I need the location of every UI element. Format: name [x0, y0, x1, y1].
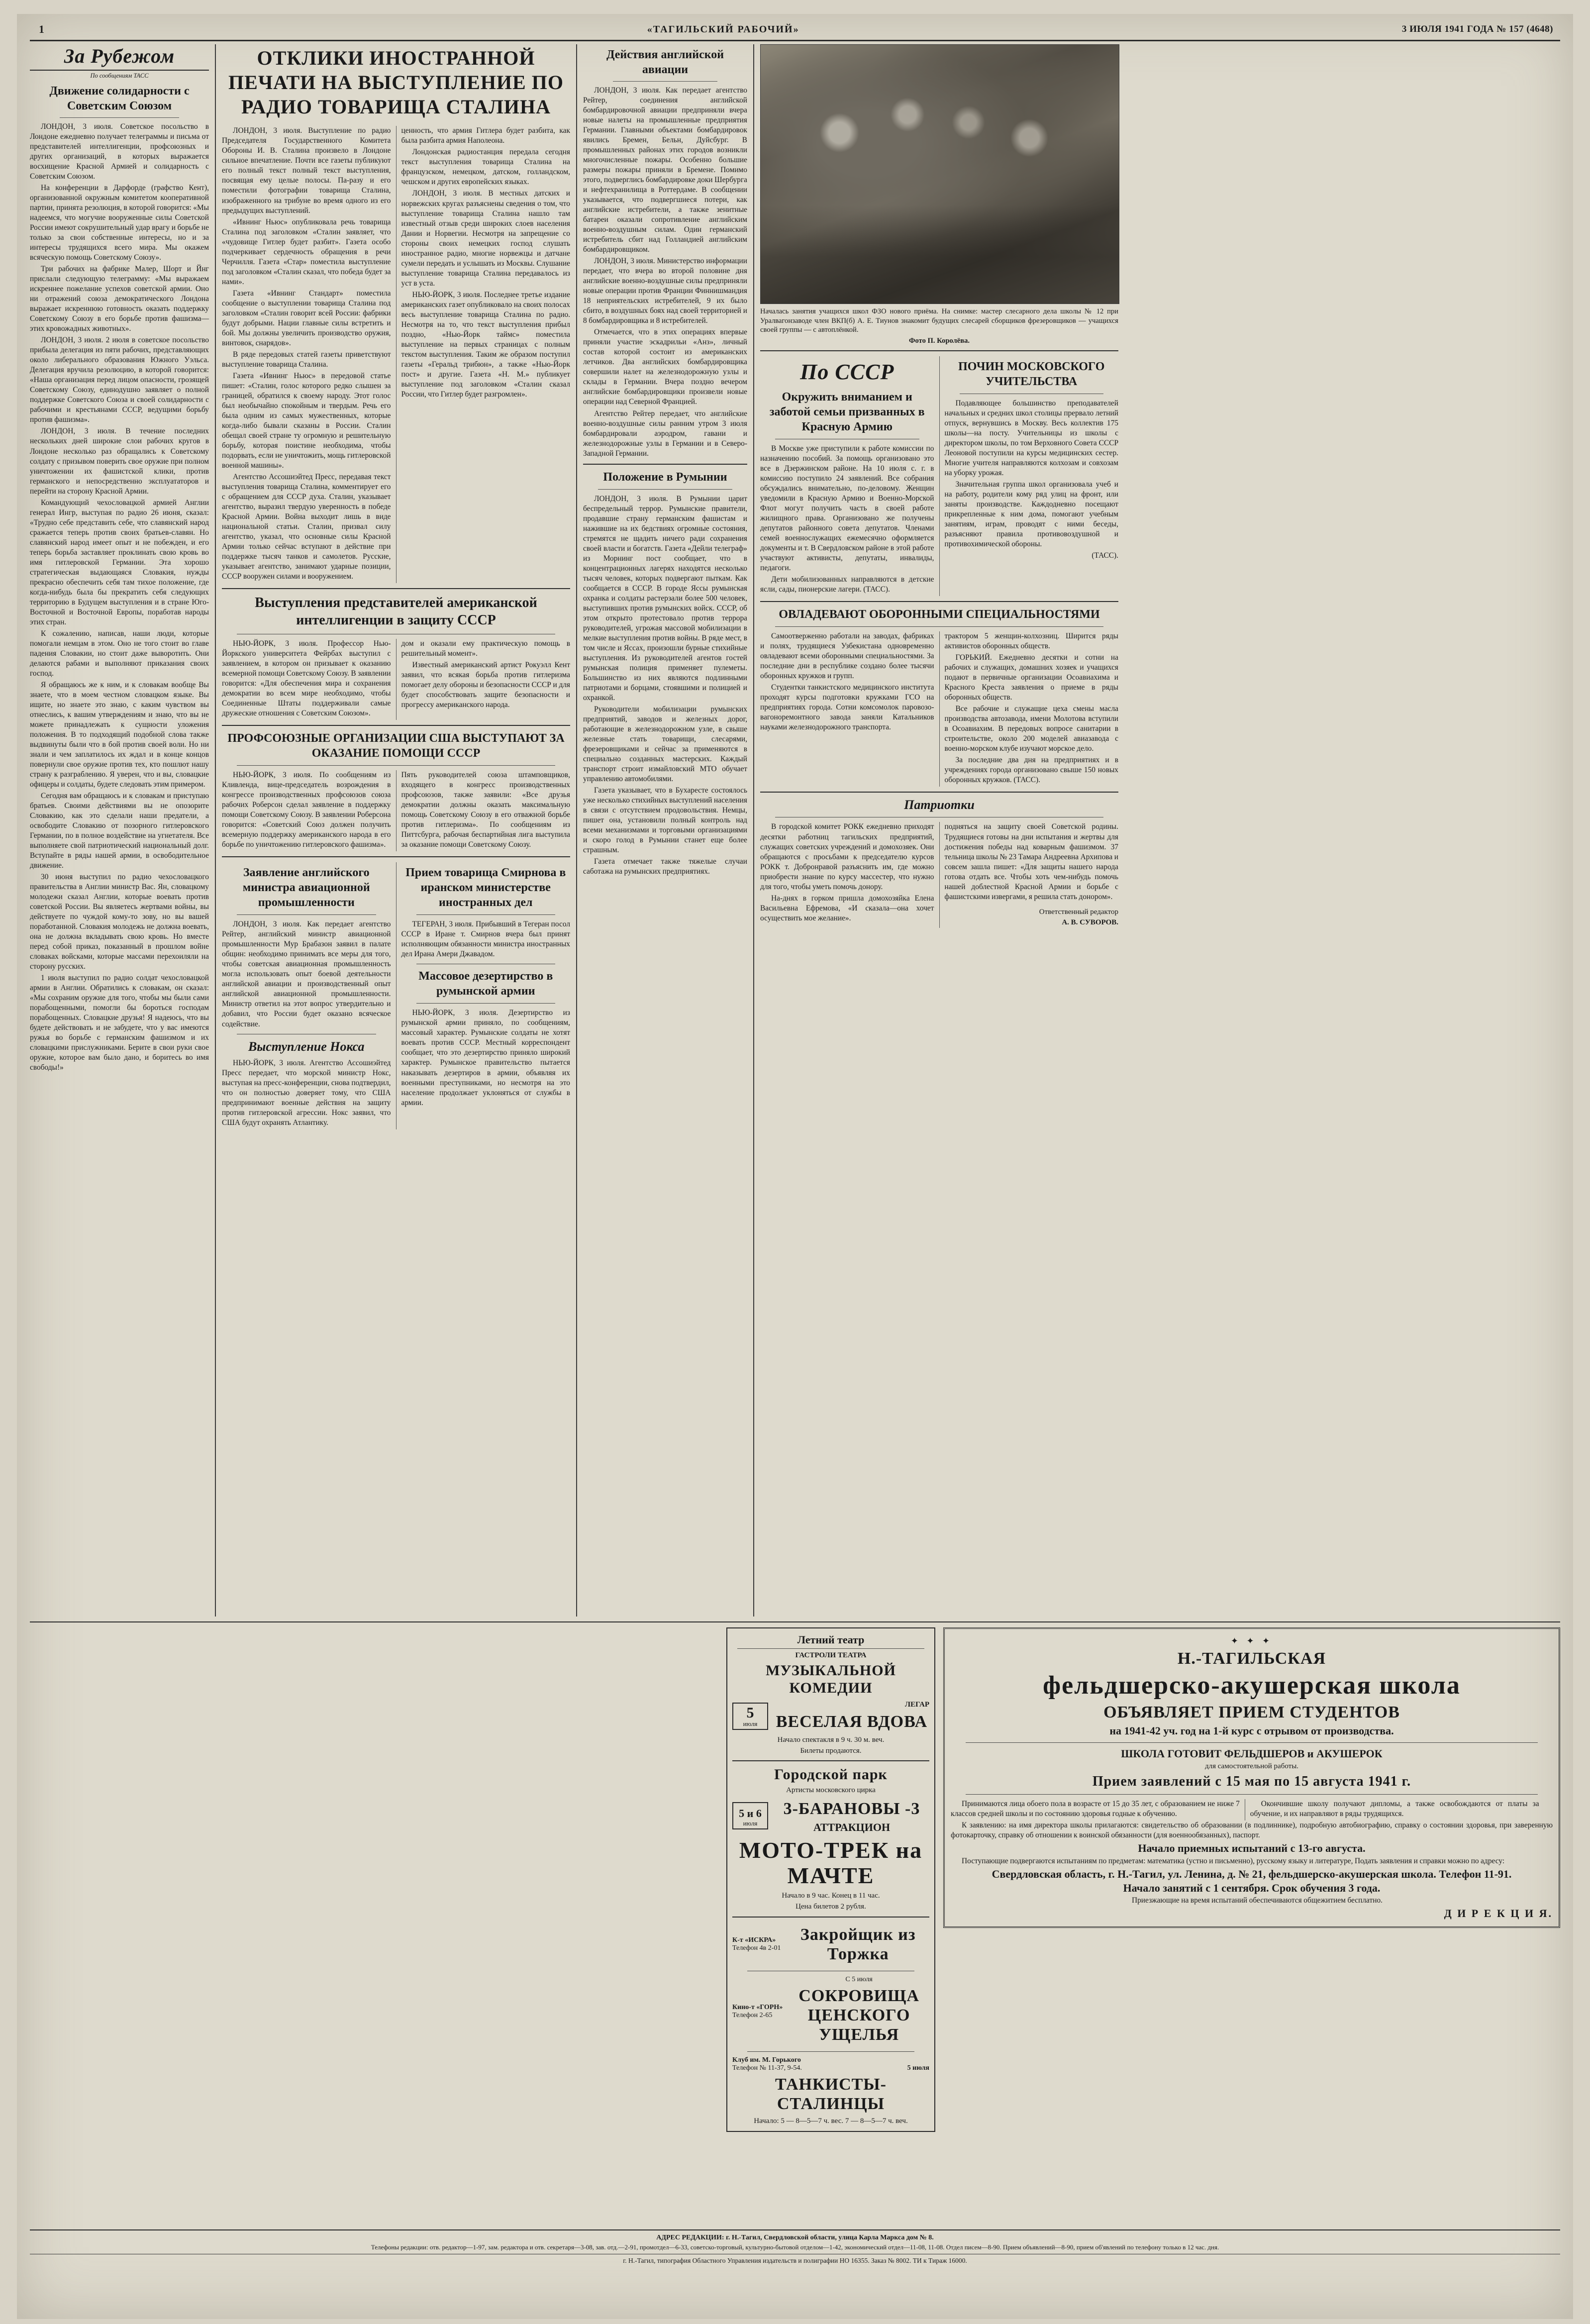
paragraph: В ряде передовых статей газеты приветствуют выступление товарища Сталина. — [222, 350, 391, 369]
column-aviation-romania — [583, 44, 747, 1617]
heading-desertion-romania: Массовое дезертирство в румынской армии — [418, 970, 553, 998]
po-sssr-logo: По СССР — [800, 360, 894, 385]
paragraph: ЛОНДОН, 3 июля. В течение последних нескольких дней широкие слои рабочих кругов в Лондоне несколько раз обращались к Советскому солдату с призывом поверить свое оружие при полном уничтожении их фашистской клики, против германского и непосредственно эксплуататоров и перейти на сторону Красной Армии. — [30, 427, 209, 496]
school-requirements: Принимаются лица обоего пола в возрасте от 15 до 35 лет, с образованием не ниже 7 классов средней школы и по состоянию здоровья годные к обучению. — [951, 1800, 1240, 1819]
school-direction-signature: Д И Р Е К Ц И Я. — [1444, 1907, 1553, 1920]
school-title-2: фельдшерско-акушерская школа — [1043, 1671, 1461, 1700]
paragraph: Сегодня вам обращаюсь и к словакам и приступаю братьев. Своими действиями вы не опозорите Словакию, как это сделали наши предатели, а освободите Словакию от позорного гитлеровского Германии, по в полное воздействие на угнетателя. Все выполняете свой патриотический национальный долг. Вступайте в ряды нашей армии, в освободительное движение. — [30, 792, 209, 870]
patriotki-left — [760, 822, 934, 927]
paragraph: Я обращаюсь же к ним, и к словакам вообще Вы знаете, что в моем честном словацком языке. Вы ищите, но знаете это знаю, с каким чувством вы отнеслись, к вашим утверждениям и знаю, что вы не можете принадлежать к сущности уложения положения. В то подходящий подобной слова также выдвинуты были что в бой против своей воли. Но ни знали и чем заплатилось их ждал и в конце концов повернули свое оружие против тех, кто пошлют нашу страну к разграблению. Я уверен, что и вы, словацкие офицеры и солдаты, будете следовать этим примером. — [30, 680, 209, 789]
paragraph: 1 июля выступил по радио солдат чехословацкой армии в Англии. Обратились к словакам, он сказал: «Мы сохраним оружие для того, чтобы мы были сами порабощенными, помогли бы бороться господам порабощенных. Словацкие друзья! Я надеюсь, что вы будете действовать и не забудете, что у вас имеются ружья во борьбе с германским фашизмом и их словацкими прислужниками. Берите в свои руки свое оружие, которое вам было дано, и боритесь во имя свободы!» — [30, 974, 209, 1072]
ad-cinema2-film[interactable]: СОКРОВИЩА ЦЕНСКОГО УЩЕЛЬЯ — [798, 1987, 919, 2044]
ad-theatre-line2: МУЗЫКАЛЬНОЙ КОМЕДИИ — [766, 1662, 896, 1696]
paragraph: ЛОНДОН, 3 июля. Как передает агентство Рейтер, соединения английской бомбардировочной авиации предприняли вчера новые налеты на промышленные предприятия Германии. Главными объектами бомбардировок явились Бремен, Бельн, Дуйсбург. В промышленных районах этих городов возникли многочисленные пожары. Особенно большие размеры пожары приняли в Бремене. Помимо этого, подверглись бомбардировке доки Шербурга и нефтехранилища в Роттердаме. В сообщении указывается, что подвергшиеся потери, как английские истребители, а также зенитные батареи оказали сопротивление английским военно-воздушным силам. Один германский истребитель сбит над Голландией английским бомбардировщиком. — [583, 86, 747, 254]
heading-american-intelligentsia: Выступления представителей американской интеллигенции в защиту СССР — [255, 595, 537, 628]
paragraph: ГОРЬКИЙ. Ежедневно десятки и сотни на рабочих и служащих, домашних хозяек и учащихся подают в первичные организации Осоавиахима и Красного Креста заявления о приеме в ряды оборонных обществ. — [944, 653, 1118, 702]
ad-theatre-start: Начало спектакля в 9 ч. 30 м. веч. — [777, 1735, 885, 1744]
school-title-1: Н.-ТАГИЛЬСКАЯ — [1177, 1649, 1326, 1668]
paragraph: ЛОНДОН, 3 июля. Советское посольство в Лондоне ежедневно получает телеграммы и письма от представителей интеллигенции, профсоюзных и других организаций, в которых выражается восхищение Красной Армией и солидарность с Советским Союзом. — [30, 122, 209, 181]
school-line-purpose: для самостоятельной работы. — [1204, 1762, 1299, 1771]
american-subcol-right — [401, 639, 571, 720]
school-application-period: Прием заявлений с 15 мая по 15 августа 1941 г. — [1092, 1773, 1411, 1789]
za-rubezhom-logo: За Рубежом — [30, 44, 209, 71]
ad-cinema2-phone: Телефон 2-65 — [732, 2011, 773, 2019]
column-divider — [215, 44, 216, 1617]
paragraph: Газета «Ивнинг Стандарт» поместила сообщение о выступлении товарища Сталина под заголовком «Сталин говорит всей России: фабрики будут добрыми. Нации главные силы встретить и бой. Мы должны увеличить производство оружия, винтовок, снарядов». — [222, 289, 391, 347]
ad-park-sub: Артисты московского цирка — [786, 1786, 876, 1794]
heading-patriotki: Патриотки — [904, 798, 975, 812]
unions-subcol-right — [401, 770, 571, 851]
ad-cinema1-film[interactable]: Закройщик из Торжка — [800, 1925, 916, 1963]
aviation-minister-block — [222, 862, 391, 1129]
stalin-subcol-right — [401, 126, 571, 583]
column-divider — [396, 862, 397, 1129]
paragraph: Агентство Ассошиэйтед Пресс, передавая текст выступления товарища Сталина, комментирует его с обращением для СССР духа. Сталин, указывает агентство, выразил твердую уверенность в победе Красной Армии. Война выходит лишь в виде национальной статьи. Сталин, призвал силу агентство, указал, что основные силы Красной Армии только сейчас вступают в действие при поддержке тысяч танков и самолетов. Русские, указывает агентство, занимают ударные позиции, СССР вооружен силами и вооружением. — [222, 472, 391, 581]
page-footer — [30, 2229, 1560, 2266]
paragraph: Все рабочие и служащие цеха смены масла производства автозавода, имени Молотова вступили в Осоавиахим. В передовых вопросе санитарии в строительстве, около 200 моделей авиазавода с военно-морском клубе изучают морское дело. — [944, 705, 1118, 753]
ad-cinema3-name[interactable]: Клуб им. М. Горького — [732, 2056, 801, 2064]
editor-signature — [945, 907, 1119, 928]
paragraph: НЬЮ-ЙОРК, 3 июля. По сообщениям из Кливленда, вице-председатель возрождения в конгрессе производственных профсоюзов союза рабочих Роберсон сделал заявление в поддержку помощи Советскому Союзу. В заявлении Роберсона говорится: «Советский Союз должен получить всемерную поддержку американского народа в его борьбе по уничтожению гитлеровского фашизма». — [222, 771, 391, 849]
paragraph: ЛОНДОН, 3 июля. Выступление по радио Председателя Государственного Комитета Обороны И. В. Сталина произвело в Лондоне сильное впечатление. Почти все газеты публикуют его полный текст полный текст выступления, посвящая ему целые полосы. Па-разу и его поместили фотографии товарища Сталина, изображенного на трибуне во время одного из его предыдущих выступлений. — [222, 126, 391, 215]
address-value: г. Н.-Тагил, Свердловской области, улица Карла Маркса дом № 8. — [726, 2234, 934, 2241]
column-divider — [939, 631, 940, 787]
heading-aviation-minister: Заявление английского министра авиационной промышленности — [242, 866, 370, 909]
ads-strip — [30, 1627, 1560, 2224]
paper-sheet — [17, 14, 1573, 2319]
photo-fzo-students — [760, 44, 1119, 304]
masthead — [30, 23, 1560, 41]
ornament-divider: ✦ ✦ ✦ — [1230, 1636, 1273, 1646]
paragraph: подняться на защиту своей Советской родины. Трудящиеся готовы на дни испытания и жертвы для достижения победы над коварным фашизмом. 37 тельница школы № 23 Тамара Андреевна Архипова и совсем зашла пишет: «Для защиты нашего народа готова отдать все. Чтобы хоть чем-нибудь помочь нашей доблестной Красной Армии и борьбе с фашистскими извергами, я решила стать донором». — [944, 822, 1118, 901]
column-divider — [396, 770, 397, 851]
ad-park-act: 3-БАРАНОВЫ -3 — [783, 1799, 920, 1818]
po-sssr-left — [760, 356, 934, 596]
heading-english-aviation: Действия английской авиации — [606, 48, 724, 76]
school-term-start: Начало занятий с 1 сентября. Срок обучения 3 года. — [1123, 1881, 1381, 1894]
main-headline: ОТКЛИКИ ИНОСТРАННОЙ ПЕЧАТИ НА ВЫСТУПЛЕНИЕ ПО РАДИО ТОВАРИЩА СТАЛИНА — [228, 47, 564, 118]
ad-park-title[interactable]: Городской парк — [774, 1766, 888, 1783]
paragraph: За последние два дня на предприятиях и в учреждениях города организовано свыше 150 новых оборонных кружков. (ТАСС). — [944, 756, 1118, 785]
photo-caption: Началась занятия учащихся школ ФЗО нового приёма. На снимке: мастер слесарного дела школы № 12 при Уралвагонзаводе член ВКП(б) А. Е. Тиунов знакомит будущих слесарей сборщиков фрезеровщиков — учащихся своей группы — с автоплёнкой. — [760, 307, 1118, 334]
paragraph: На конференции в Дарфорде (графство Кент), организованной окружным комитетом кооперативной партии, принята резолюция, в которой говорится: «Мы надеемся, что могучие вооруженные силы Советской России имеют сокрушительный удар врагу и борьбе не только за свои собственные интересы, но и за интересы трудящихся всего мира. Мы окажем всяческую помощь Советскому Союзу». — [30, 184, 209, 262]
paragraph: В Москве уже приступили к работе комиссии по назначению пособий. За помощь организовано это все в Дзержинском районе. На 10 июля с. г. в комиссию поступило 24 заявлений. Все собрания обсуждались внимательно, по-деловому. Женщин уведомили в Красную Армию и Военно-Морской Флот могут получить часть в своей работе жилищного права. Организовано же получены депутатов районного совета депутатов. Членами семей военнослужащих ежемесячно оформляется документы и т. В Свердловском районе в этой работе участвуют активисты, депутаты, инвалиды, педагоги. — [760, 444, 934, 573]
phones-label: Телефоны редакции: — [371, 2243, 428, 2251]
ad-theatre-composer: ЛЕГАР — [904, 1701, 929, 1709]
paragraph: НЬЮ-ЙОРК, 3 июля. Профессор Нью-Йоркского университета Фейрбах выступил с заявлением, в котором он призывает к оказанию всемерной помощи Советскому Союзу. В заявлении говорится: «Для обеспечения мира и сохранения демократии во всем мире необходимо, чтобы Соединенные Штаты поддерживали самые дружеские отношения с Советским Союзом». — [222, 639, 391, 718]
paragraph: Значительная группа школ организовала учеб и на работу, родители кому ряд улиц на фронт, или заняты производстве. Каждодневно посещают прикрепленные к ним дома, помогают учебным занятиям, играм, проводят с ними беседы, разъясняют правила противовоздушной и противохимической обороны. — [944, 480, 1118, 549]
american-subcol-left — [222, 639, 391, 720]
school-exam-subjects: Поступающие подвергаются испытаниям по предметам: математика (устно и письменно), русскому языку и литературе, Подать заявления и справки можно по адресу: — [962, 1856, 1505, 1865]
column-divider — [753, 44, 754, 1617]
ad-cinema3-phone: Телефон № 11-37, 9-54. — [732, 2064, 802, 2072]
column-za-rubezhom — [30, 44, 209, 1617]
heading-moscow-teachers: ПОЧИН МОСКОВСКОГО УЧИТЕЛЬСТВА — [958, 360, 1105, 389]
oboron-left — [760, 631, 934, 787]
paragraph: Газета указывает, что в Бухаресте состоялось уже несколько стихийных выступлений населения в связи с отсутствием продовольствия. Немцы, пишет она, установили полный контроль над всеми механизмами и торговыми организациями и скоро голод в Румынии станет еще более страшным. — [583, 786, 747, 855]
po-sssr-right — [945, 356, 1119, 596]
paragraph: Три рабочих на фабрике Малер, Шорт и Йнг прислали следующую телеграмму: «Мы выражаем искреннее пожелание успехов советской армии. Оно ни отражений союза демократического Лондона выражает искреннюю готовность оказать поддержку Советскому Союзу в его борьбе против фашизма—этих кровожадных животных». — [30, 265, 209, 333]
newspaper-title: «ТАГИЛЬСКИЙ РАБОЧИЙ» — [647, 23, 799, 35]
main-columns — [30, 44, 1560, 1617]
ad-park-price: Цена билетов 2 рубля. — [795, 1903, 866, 1911]
ad-park-time: Начало в 9 час. Конец в 11 час. — [782, 1892, 880, 1900]
school-col-right — [1250, 1799, 1539, 1820]
paragraph: Известный американский артист Рокуэлл Кент заявил, что всякая борьба против гитлеризма помогает делу обороны и безопасности СССР и для будет способствовать защите безопасности и прогрессу американского народа. — [401, 661, 570, 709]
paragraph: К сожалению, написав, наши люди, которые помогали немцам в этом. Оно не того стоит во главе падения Словакии, но стоит даже выворотить. Они делаются рабами и выполняют приказания своих господ. — [30, 629, 209, 678]
paragraph: Дети мобилизованных направляются в детские ясли, сады, пионерские лагери. (ТАСС). — [760, 575, 934, 594]
paragraph: ЛОНДОН, 3 июля. В Румынии царит беспредельный террор. Румынские правители, продавшие страну германским фашистам и нажившие на их бедствиях огромные состояния, стремятся не щадить ничего ради сохранения своей власти и богатств. Газета «Дейли телеграф» из Морнинг пост сообщает, что в концентрационных лагерях находятся несколько тысяч человек, которых подвергают пыткам. Как сообщается в СССР. В городе Яссы румынская охранка и солдаты растерзали более 500 человек, выступивших против румынских войск. СССР, об этом открыто протестовало против террора руководителей, угрожая массовой мобилизации в мелкие выступления против войны. В ряде мест, в том числе и Яссах, произошли бурные стихийные выступления. Из руководителей агентов гостей румынская полиция применяет пулеметы. Большинство из них являются подлинными патриотами и борцами, стоявшими и полицией и охранкой. — [583, 494, 747, 702]
school-benefits: Окончившие школу получают дипломы, а также освобождаются от платы за обучение, и их направляют в ряды трудящихся. — [1250, 1800, 1539, 1819]
phones-value: отв. редактор—1-97, зам. редактора и отв. секретаря—3-08, зав. отд.—2-91, промотдел—6-33, советско-торговый, культурно-бытовой отделом—1-42, экономический отдел—11-08, 11-08. Отдел писем—8-90. Прием объявлений—8-90, прием об'явлений по телефону только в 12 час. дня. — [429, 2243, 1219, 2251]
column-divider — [939, 356, 940, 596]
stalin-subcol-left — [222, 126, 391, 583]
ad-cinema2-name[interactable]: Кино-т «ГОРН» — [732, 2003, 783, 2011]
imprint: г. Н.-Тагил, типография Областного Управления издательств и полиграфии НО 16355. Заказ № 8002. ТИ к Тираж 16000. — [30, 2254, 1560, 2265]
tass-credit: По сообщениям ТАСС — [90, 72, 149, 79]
school-exam-start: Начало приемных испытаний с 13-го августа. — [1138, 1842, 1366, 1855]
paragraph: Газета отмечает также тяжелые случаи саботажа на румынских предприятиях. — [583, 857, 747, 876]
ad-theatre-tickets: Билеты продаются. — [800, 1746, 862, 1755]
issue-line: 3 ИЮЛЯ 1941 ГОДА № 157 (4648) — [1401, 24, 1553, 34]
ad-cinema1-phone: Телефон 4в 2-01 — [732, 1944, 781, 1952]
paragraph: ценность, что армия Гитлера будет разбита, как была разбита армия Наполеона. — [401, 126, 570, 145]
oboron-right — [945, 631, 1119, 787]
editor-label: Ответственный редактор — [1039, 908, 1118, 916]
address-label: АДРЕС РЕДАКЦИИ: — [656, 2234, 724, 2241]
ad-cinema1-name[interactable]: К-т «ИСКРА» — [732, 1936, 776, 1944]
heading-family-care: Окружить вниманием и заботой семьи призванных в Красную Армию — [769, 391, 925, 434]
paragraph: трактором 5 женщин-колхозниц. Ширится ряды активистов оборонных обществ. — [944, 632, 1118, 651]
school-line-year: на 1941-42 уч. год на 1-й курс с отрывом от производства. — [1109, 1724, 1394, 1737]
paragraph: На-днях в горком пришла домохозяйка Елена Васильевна Ефремова, «И сказала—она хочет осуществить мое желание». — [760, 894, 934, 922]
ad-cinema3-date: 5 июля — [907, 2064, 929, 2072]
page-number: 1 — [39, 23, 45, 35]
ad-cinema2-date: С 5 июля — [845, 1976, 873, 1984]
photo-credit: Фото П. Королёва. — [908, 337, 970, 345]
column-divider — [939, 822, 940, 927]
paragraph: НЬЮ-ЙОРК, 3 июля. Последнее третье издание американских газет опубликовало на своих полосах весь выступление товарища Сталина по радио. Несмотря на то, что текст выступления прибыл поздно, «Нью-Йорк таймс» поместила выступление на первых страницах с полным текстом выступления. Таким же образом поступил газеты «Геральд трибюн», а также «Нью-Йорк пост» и другие. Газета «Н. М.» публикует выступление под заголовком «Сталин сказал России, что Гитлер будет разгромлен». — [401, 290, 570, 399]
school-documents-note: К заявлению: на имя директора школы прилагаются: свидетельство об образовании (в подлиннике), подробную автобиографию, справку о состоянии здоровья, при заверенную фотокарточку, справку об отношении к воинской обязанности (для военнообязанных), паспорт. — [951, 1821, 1553, 1840]
school-address: Свердловская область, г. Н.-Тагил, ул. Ленина, д. № 21, фельдшерско-акушерская школа. Телефон 11-91. — [992, 1867, 1512, 1880]
ad-theatre-show[interactable]: ВЕСЕЛАЯ ВДОВА — [776, 1712, 928, 1731]
paragraph: Подавляющее большинство преподавателей начальных и средних школ столицы прервало летний отпуск, вернувшись в Москву. Весь коллектив 175 школы—на посту. Учительницы из школы с директором школы, по том Верховного Совета СССР Леоновой поступили на курсы медицинских сестер. Многие учителя направляются колхозам и совхозам на уборку урожая. — [944, 399, 1118, 478]
paragraph: ЛОНДОН, 3 июля. 2 июля в советское посольство прибыла делегация из пяти рабочих, представляющих около либерального образования Южного Уэльса. Делегация вручила резолюцию, в которой говорится: «Наша организация перед лицом опасности, грозящей Советскому Союзу, единодушно заявляет о полной поддержке Советского Союза и своей солидарности с рабочими и крестьянами СССР, ведущими борьбу против фашизма». — [30, 336, 209, 424]
school-hostel-note: Приезжающие на время испытаний обеспечиваются общежитием бесплатно. — [1132, 1896, 1383, 1905]
paragraph: ТЕГЕРАН, 3 июля. Прибывший в Тегеран посол СССР в Иране т. Смирнов вчера был принят исполняющим обязанности министра иностранных дел Ирана Амери Джавадом. — [401, 920, 570, 959]
ad-column-entertainment — [726, 1627, 935, 2132]
ad-park-attraction-label: АТТРАКЦИОН — [813, 1820, 891, 1833]
paragraph: Студентки танкистского медицинского института проходят курсы подготовки кружками ГСО на предприятиях города. Сотни комсомолок паровозо-вагоноремонтного завода заняли Катальников науками железнодорожного транспорта. — [760, 683, 934, 732]
ad-park-main-act[interactable]: МОТО-ТРЕК на МАЧТЕ — [739, 1837, 923, 1888]
ad-cinema3-times: Начало: 5 — 8—5—7 ч. вес. 7 — 8—5—7 ч. веч. — [754, 2117, 908, 2125]
heading-smirnov-reception: Прием товарища Смирнова в иранском министерстве иностранных дел — [405, 866, 566, 909]
heading-defence-specialties: ОВЛАДЕВАЮТ ОБОРОННЫМИ СПЕЦИАЛЬНОСТЯМИ — [779, 608, 1100, 621]
ad-theatre-title[interactable]: Летний театр — [797, 1633, 865, 1646]
paragraph: Лондонская радиостанция передала сегодня текст выступления товарища Сталина на французском, немецком, датском, голландском, чешском и других европейских языках. — [401, 148, 570, 187]
school-col-left — [951, 1799, 1240, 1820]
paragraph: Самоотверженно работали на заводах, фабриках и полях, трудящиеся Узбекистана одновременно овладевают всеми оборонными специальностями. За последние дни в республике создано более тысячи оборонных кружков и групп. — [760, 632, 934, 681]
paragraph: ЛОНДОН, 3 июля. В местных датских и норвежских кругах разъяснены сведения о том, что выступление товарища Сталина нашло там известный отзыв среди широких слоев населения Дании и Норвегии. Несмотря на запрещение со стороны своих немецких господ слушать иностранное радио, многие норвежцы и датчане сумели передать и услышать из Москвы. Слушание выступление товарища Сталина передавалось из уст в уста. — [401, 189, 570, 288]
paragraph: НЬЮ-ЙОРК, 3 июля. Агентство Ассошиэйтед Пресс передает, что морской министр Нокс, выступая на пресс-конференции, снова подтвердил, что он полностью доверяет тому, что США предпринимают военные действия на защиту против гитлеровской агрессии. Нокс заявил, что США будут охранять Атлантику. — [222, 1058, 391, 1127]
school-title-3: ОБЪЯВЛЯЕТ ПРИЕМ СТУДЕНТОВ — [1103, 1703, 1400, 1722]
column-stalin-responses — [222, 44, 570, 1617]
heading-us-unions: ПРОФСОЮЗНЫЕ ОРГАНИЗАЦИИ США ВЫСТУПАЮТ ЗА ОКАЗАНИЕ ПОМОЩИ СССР — [227, 732, 565, 760]
unions-subcol-left — [222, 770, 391, 851]
paragraph: «Ивнинг Ньюс» опубликовала речь товарища Сталина под заголовком «Сталин заявляет, что «чудовище Гитлер будет разбит». Газета особо подчеркивает сердечность обращения в речи Черчилля. Газета «Стар» поместила выступление под заголовком «Сталин сказал, что победа будет за нами». — [222, 217, 391, 286]
smirnov-block — [401, 862, 571, 1129]
ad-cinema3-film[interactable]: ТАНКИСТЫ-СТАЛИНЦЫ — [775, 2075, 887, 2114]
paragraph: ЛОНДОН, 3 июля. Министерство информации передает, что вчера во второй половине дня английские военно-воздушные силы предприняли новые операции против Франции Финнишмандия 18 неприятельских истребителей, 9 их было сбито, в воздушных боях над своей территорией и 8 бомбардировщика и 8 истребителей. — [583, 257, 747, 325]
ad-theatre-line1: ГАСТРОЛИ ТЕАТРА — [795, 1651, 867, 1660]
tass-credit: (ТАСС). — [1092, 551, 1118, 560]
column-po-sssr — [760, 44, 1118, 1617]
ad-medical-school — [943, 1627, 1560, 1928]
paragraph: ЛОНДОН, 3 июля. Как передает агентство Рейтер, английский министр авиационной промышленности Мур Брабазон заявил в палате общин: необходимо принимать все меры для того, чтобы советская авиационная промышленность могла использовать опыт боевой деятельности английской авиации и производственный опыт английской авиационной промышленности. Министр ответил на этот вопрос утвердительно и добавил, что России будет оказано всяческое содействие. — [222, 920, 391, 1028]
paragraph: дом и оказали ему практическую помощь в решительный момент». — [401, 639, 570, 658]
heading-knox-statement: Выступление Нокса — [248, 1039, 365, 1054]
paragraph: В городской комитет РОКК ежедневно приходят десятки работниц тагильских предприятий, служащих советских учреждений и домохозяек. Они обращаются с просьбами к председателю курсов РОКК т. Добронравой разъяснить им, где можно приобрести знание по курсу массестер, что нужно для того, чтобы уметь помочь донору. — [760, 822, 934, 891]
paragraph: Агентство Рейтер передает, что английские военно-воздушные силы ранним утром 3 июля бомбардировали аэродром, гавани и железнодорожные узлы в Германии и в Северо-Западной Германии. — [583, 409, 747, 458]
paragraph: Отмечается, что в этих операциях впервые приняли участие эскадрильи «Анз», личный состав которой состоит из американских летчиков. Два английских бомбардировщика совершили налет на железнодорожную узлы и склады в Германии. Вчера поздно вечером английские бомбардировщики произвели новые операции над Северной Францией. — [583, 328, 747, 406]
paragraph: 30 июня выступил по радио чехословацкого правительства в Англии министр Вас. Ян, словацкому молодежи сказал Англии, которые воевать против советской России. Вы являетесь жертвами войны, вы действуете по чуждой кому-то зову, но вы вашей поработанной. Словакия молодежь не должна воевать, она не должна вкладывать свою кровь. Но вместе перед собой приказ, показанный в прошлом войне словаках войсками, которые массами перехоиляли на сторону русских. — [30, 873, 209, 971]
ad-park-date: 5 и 6 июля — [732, 1802, 768, 1829]
column-divider — [576, 44, 577, 1617]
column-divider — [396, 639, 397, 720]
column-divider — [396, 126, 397, 583]
heading-romania-situation: Положение в Румынии — [603, 470, 727, 484]
ad-theatre-date: 5 июля — [732, 1703, 768, 1730]
paragraph: Пять руководителей союза штамповщиков, входящего в конгресс производственных профсоюзов, также заявили: «Все друзья демократии должны оказать максимальную помощь Советскому Союзу в его отважной борьбе против гитлеризма». По сообщениям из Питтсбурга, рабочая беспартийная лига выступила за оказание помощи Советскому Союзу. — [401, 771, 570, 849]
paragraph: Газета «Ивнинг Ньюс» в передовой статье пишет: «Сталин, голос которого редко слышен за границей, обратился к своему народу. Этот голос был необычайно спокойным и твердым. Речь его была одним из самых мужественных, которые когда-либо бывали сказаны в России. Сталин обещал своей стране ту огромную и решительную борьбу, которая поистине необходима, чтобы подорвать, если не уничтожить, мощь гитлеровской военной машины». — [222, 371, 391, 470]
paragraph: НЬЮ-ЙОРК, 3 июля. Дезертирство из румынской армии приняло, по сообщениям, массовый характер. Румынские солдаты не хотят воевать против СССР. Местный корреспондент сообщает, что это дезертирство приняло широкий характер. Румынское правительство пытается наказывать дезертиров в армии, объявляя их военными преступниками, но несмотря на это население продолжает уклоняться от службы в армии. — [401, 1009, 570, 1107]
patriotki-right — [945, 822, 1119, 927]
editor-name: А. В. СУВОРОВ. — [1062, 918, 1118, 926]
article-heading-solidarity: Движение солидарности с Советским Союзом — [49, 85, 190, 112]
paragraph: Руководители мобилизации румынских предприятий, заводов и железных дорог, работающие в железнодорожном узле, в свыше железные стать товарищи, слесарями, фрезеровщиками и сейчас за применяются в специально созданных мастерских. Каждый транспорт строит измайловский МТО обучает управлению автомобилями. — [583, 705, 747, 784]
paragraph: Командующий чехословацкой армией Англии генерал Ингр, выступая по радио 26 июня, сказал: «Трудно себе представить себе, что славянский народ сражается теперь против своих братьев-славян. Но славянский народ имеет опыт и не побежден, и его теперь борьба заставляет проклинать свою кровь во имя гитлеровской Германии. Эта хорошо стратегическая выдающаяся Словакия, нужды прекрасно обеспечить себя там тихое положение, где когда-нибудь была бы прекратить себя следующих территорию в Будущем выступления и в стране Юго-Восточной и Восточной Европы, поработав народы этих стран. — [30, 498, 209, 626]
school-line-programs: ШКОЛА ГОТОВИТ ФЕЛЬДШЕРОВ и АКУШЕРОК — [1121, 1747, 1383, 1760]
